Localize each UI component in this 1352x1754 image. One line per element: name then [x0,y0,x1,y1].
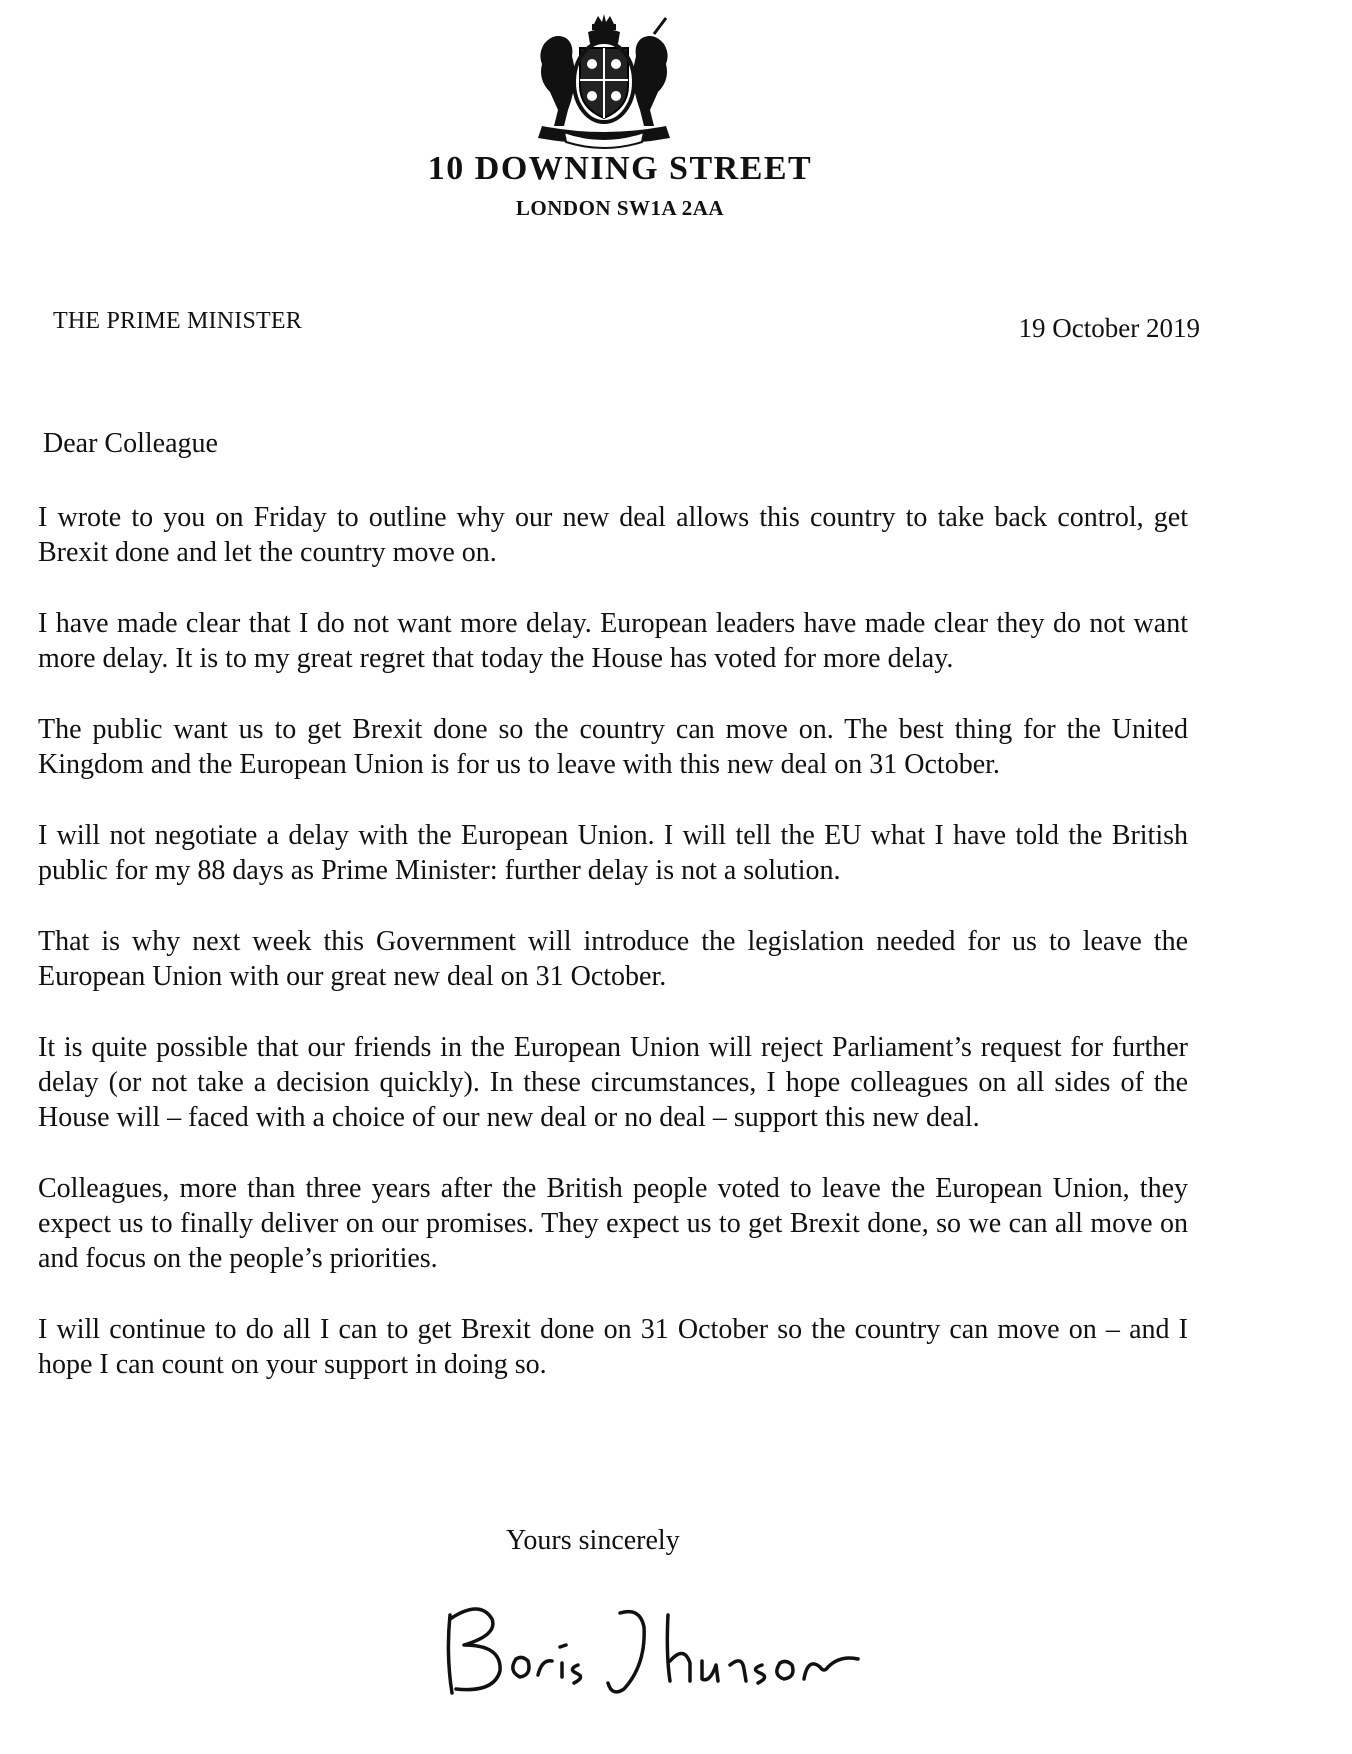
closing: Yours sincerely [506,1525,680,1556]
body-paragraph: I will continue to do all I can to get Brexit done on 31 October so the country can move on – and I hope I can count on your support in doing so. [38,1314,1188,1380]
body-paragraph: That is why next week this Government will introduce the legislation needed for us to leave the European Union with our great new deal on 31 October. [38,926,1188,992]
salutation: Dear Colleague [43,428,218,459]
body-paragraph: Colleagues, more than three years after the British people voted to leave the European Union, they expect us to finally deliver on our promises. They expect us to get Brexit done, so we can all move on and focus on the people’s priorities. [38,1173,1188,1274]
royal-crest-icon [524,14,684,154]
letterhead-address-line1: 10 DOWNING STREET [427,150,813,187]
handwritten-signature [440,1585,940,1705]
body-paragraph: I wrote to you on Friday to outline why our new deal allows this country to take back control, get Brexit done and let the country move on. [38,502,1188,568]
body-paragraph: It is quite possible that our friends in the European Union will reject Parliament’s request for further delay (or not take a decision quickly). In these circumstances, I hope colleagues on all sides of the House will – faced with a choice of our new deal or no deal – support this new deal. [38,1032,1188,1133]
letterhead-address-line2: LONDON SW1A 2AA [515,196,725,220]
body-paragraph: The public want us to get Brexit done so the country can move on. The best thing for the United Kingdom and the European Union is for us to leave with this new deal on 31 October. [38,714,1188,780]
letter-date: 19 October 2019 [1018,313,1200,343]
body-paragraph: I will not negotiate a delay with the European Union. I will tell the EU what I have told the British public for my 88 days as Prime Minister: further delay is not a solution. [38,820,1188,886]
body-paragraph: I have made clear that I do not want more delay. European leaders have made clear they do not want more delay. It is to my great regret that today the House has voted for more delay. [38,608,1188,674]
letter-body [38,500,1188,1382]
sender-title: THE PRIME MINISTER [53,308,302,334]
